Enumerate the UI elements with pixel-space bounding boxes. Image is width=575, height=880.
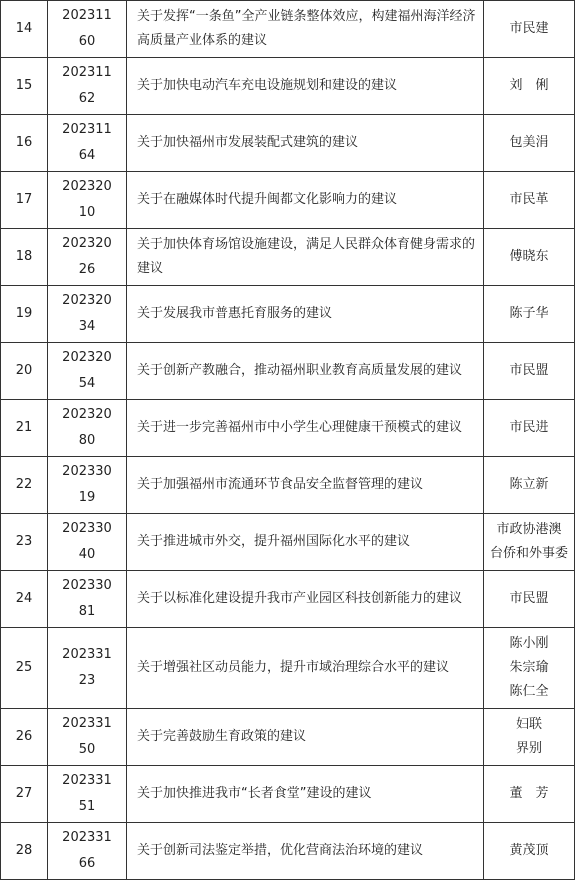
proposer-name: 台侨和外事委 (489, 546, 568, 561)
proposal-id (48, 457, 127, 514)
proposal-id-part: 202331 (62, 716, 112, 731)
table-row (1, 400, 575, 457)
proposal-id-part: 202320 (62, 350, 112, 365)
proposal-title: 关于以标准化建设提升我市产业园区科技创新能力的建议 (127, 571, 484, 628)
table-row (1, 823, 575, 880)
proposal-title: 关于加快电动汽车充电设施规划和建设的建议 (127, 58, 484, 115)
proposer-name: 傅晓东 (509, 249, 549, 264)
proposer-name: 朱宗瑜 (509, 660, 549, 675)
row-number: 17 (1, 172, 48, 229)
proposer-name: 董 芳 (509, 786, 549, 801)
proposal-id-part: 202311 (62, 65, 112, 80)
proposal-id-part: 23 (78, 673, 96, 688)
proposer-name: 市政协港澳 (496, 522, 562, 537)
proposal-id-part: 64 (78, 148, 96, 163)
row-number: 19 (1, 286, 48, 343)
proposer (484, 343, 575, 400)
row-number: 23 (1, 514, 48, 571)
proposal-id-part: 60 (78, 34, 96, 49)
row-number: 21 (1, 400, 48, 457)
proposal-id (48, 286, 127, 343)
proposer (484, 115, 575, 172)
row-number: 28 (1, 823, 48, 880)
proposer (484, 628, 575, 709)
proposal-title: 关于在融媒体时代提升闽都文化影响力的建议 (127, 172, 484, 229)
proposer-name: 界别 (515, 741, 542, 756)
proposal-id-part: 26 (78, 262, 96, 277)
proposal-id-part: 202311 (62, 8, 112, 23)
proposer-name: 包美涓 (509, 135, 549, 150)
proposal-id (48, 709, 127, 766)
row-number: 24 (1, 571, 48, 628)
proposal-id (48, 514, 127, 571)
proposal-id (48, 571, 127, 628)
proposal-title: 关于创新产教融合，推动福州职业教育高质量发展的建议 (127, 343, 484, 400)
proposal-title: 关于发挥“一条鱼”全产业链条整体效应，构建福州海洋经济高质量产业体系的建议 (127, 1, 484, 58)
table-row (1, 514, 575, 571)
proposal-id-part: 202320 (62, 179, 112, 194)
proposal-id (48, 823, 127, 880)
row-number: 26 (1, 709, 48, 766)
proposal-id (48, 343, 127, 400)
proposer-name: 市民盟 (509, 591, 549, 606)
table-row (1, 628, 575, 709)
table-row (1, 115, 575, 172)
table-row (1, 571, 575, 628)
table-row (1, 343, 575, 400)
proposer (484, 514, 575, 571)
row-number: 25 (1, 628, 48, 709)
table-row (1, 229, 575, 286)
table-row (1, 58, 575, 115)
proposal-id-part: 202331 (62, 773, 112, 788)
proposer (484, 172, 575, 229)
proposal-title: 关于完善鼓励生育政策的建议 (127, 709, 484, 766)
proposer (484, 709, 575, 766)
proposal-id (48, 172, 127, 229)
proposal-id-part: 202311 (62, 122, 112, 137)
row-number: 18 (1, 229, 48, 286)
proposal-id (48, 58, 127, 115)
proposal-id (48, 229, 127, 286)
proposal-id-part: 40 (78, 547, 96, 562)
proposer (484, 766, 575, 823)
proposal-title: 关于加快体育场馆设施建设，满足人民群众体育健身需求的建议 (127, 229, 484, 286)
proposal-title: 关于发展我市普惠托育服务的建议 (127, 286, 484, 343)
proposal-id (48, 628, 127, 709)
proposal-id (48, 115, 127, 172)
proposal-id-part: 202330 (62, 521, 112, 536)
proposal-id-part: 50 (78, 742, 96, 757)
proposer (484, 286, 575, 343)
proposer-name: 妇联 (515, 717, 542, 732)
proposer-name: 陈立新 (509, 477, 549, 492)
proposal-id-part: 202331 (62, 830, 112, 845)
row-number: 15 (1, 58, 48, 115)
proposal-title: 关于加强福州市流通环节食品安全监督管理的建议 (127, 457, 484, 514)
row-number: 27 (1, 766, 48, 823)
proposal-id (48, 1, 127, 58)
proposal-id (48, 766, 127, 823)
proposal-title: 关于创新司法鉴定举措，优化营商法治环境的建议 (127, 823, 484, 880)
proposal-title: 关于进一步完善福州市中小学生心理健康干预模式的建议 (127, 400, 484, 457)
table-row (1, 766, 575, 823)
proposal-id-part: 34 (78, 319, 96, 334)
proposer (484, 1, 575, 58)
proposal-id-part: 81 (78, 604, 96, 619)
proposal-id (48, 400, 127, 457)
proposal-id-part: 51 (78, 799, 96, 814)
proposer (484, 58, 575, 115)
table-row (1, 286, 575, 343)
row-number: 16 (1, 115, 48, 172)
proposal-id-part: 202320 (62, 236, 112, 251)
proposer (484, 823, 575, 880)
proposal-id-part: 202320 (62, 407, 112, 422)
table-row (1, 172, 575, 229)
proposal-id-part: 80 (78, 433, 96, 448)
proposal-title: 关于增强社区动员能力，提升市域治理综合水平的建议 (127, 628, 484, 709)
proposal-id-part: 10 (78, 205, 96, 220)
proposal-id-part: 62 (78, 91, 96, 106)
row-number: 22 (1, 457, 48, 514)
table-row (1, 1, 575, 58)
proposal-table-body (1, 1, 575, 880)
table-row (1, 709, 575, 766)
proposal-id-part: 202320 (62, 293, 112, 308)
proposer-name: 刘 俐 (509, 78, 549, 93)
proposal-id-part: 202331 (62, 647, 112, 662)
proposer-name: 市民建 (509, 21, 549, 36)
proposer (484, 457, 575, 514)
proposer-name: 陈小刚 (509, 636, 549, 651)
proposal-id-part: 202330 (62, 578, 112, 593)
proposer (484, 400, 575, 457)
table-row (1, 457, 575, 514)
row-number: 14 (1, 1, 48, 58)
proposal-id-part: 54 (78, 376, 96, 391)
row-number: 20 (1, 343, 48, 400)
proposal-title: 关于推进城市外交，提升福州国际化水平的建议 (127, 514, 484, 571)
proposal-title: 关于加快推进我市“长者食堂”建设的建议 (127, 766, 484, 823)
proposal-id-part: 19 (78, 490, 96, 505)
proposer-name: 陈子华 (509, 306, 549, 321)
proposer (484, 229, 575, 286)
proposer-name: 市民盟 (509, 363, 549, 378)
proposal-id-part: 66 (78, 856, 96, 871)
proposer-name: 陈仁全 (509, 684, 549, 699)
proposal-id-part: 202330 (62, 464, 112, 479)
proposer-name: 市民革 (509, 192, 549, 207)
proposer-name: 黄茂顶 (509, 843, 549, 858)
proposer-name: 市民进 (509, 420, 549, 435)
proposer (484, 571, 575, 628)
proposal-title: 关于加快福州市发展装配式建筑的建议 (127, 115, 484, 172)
